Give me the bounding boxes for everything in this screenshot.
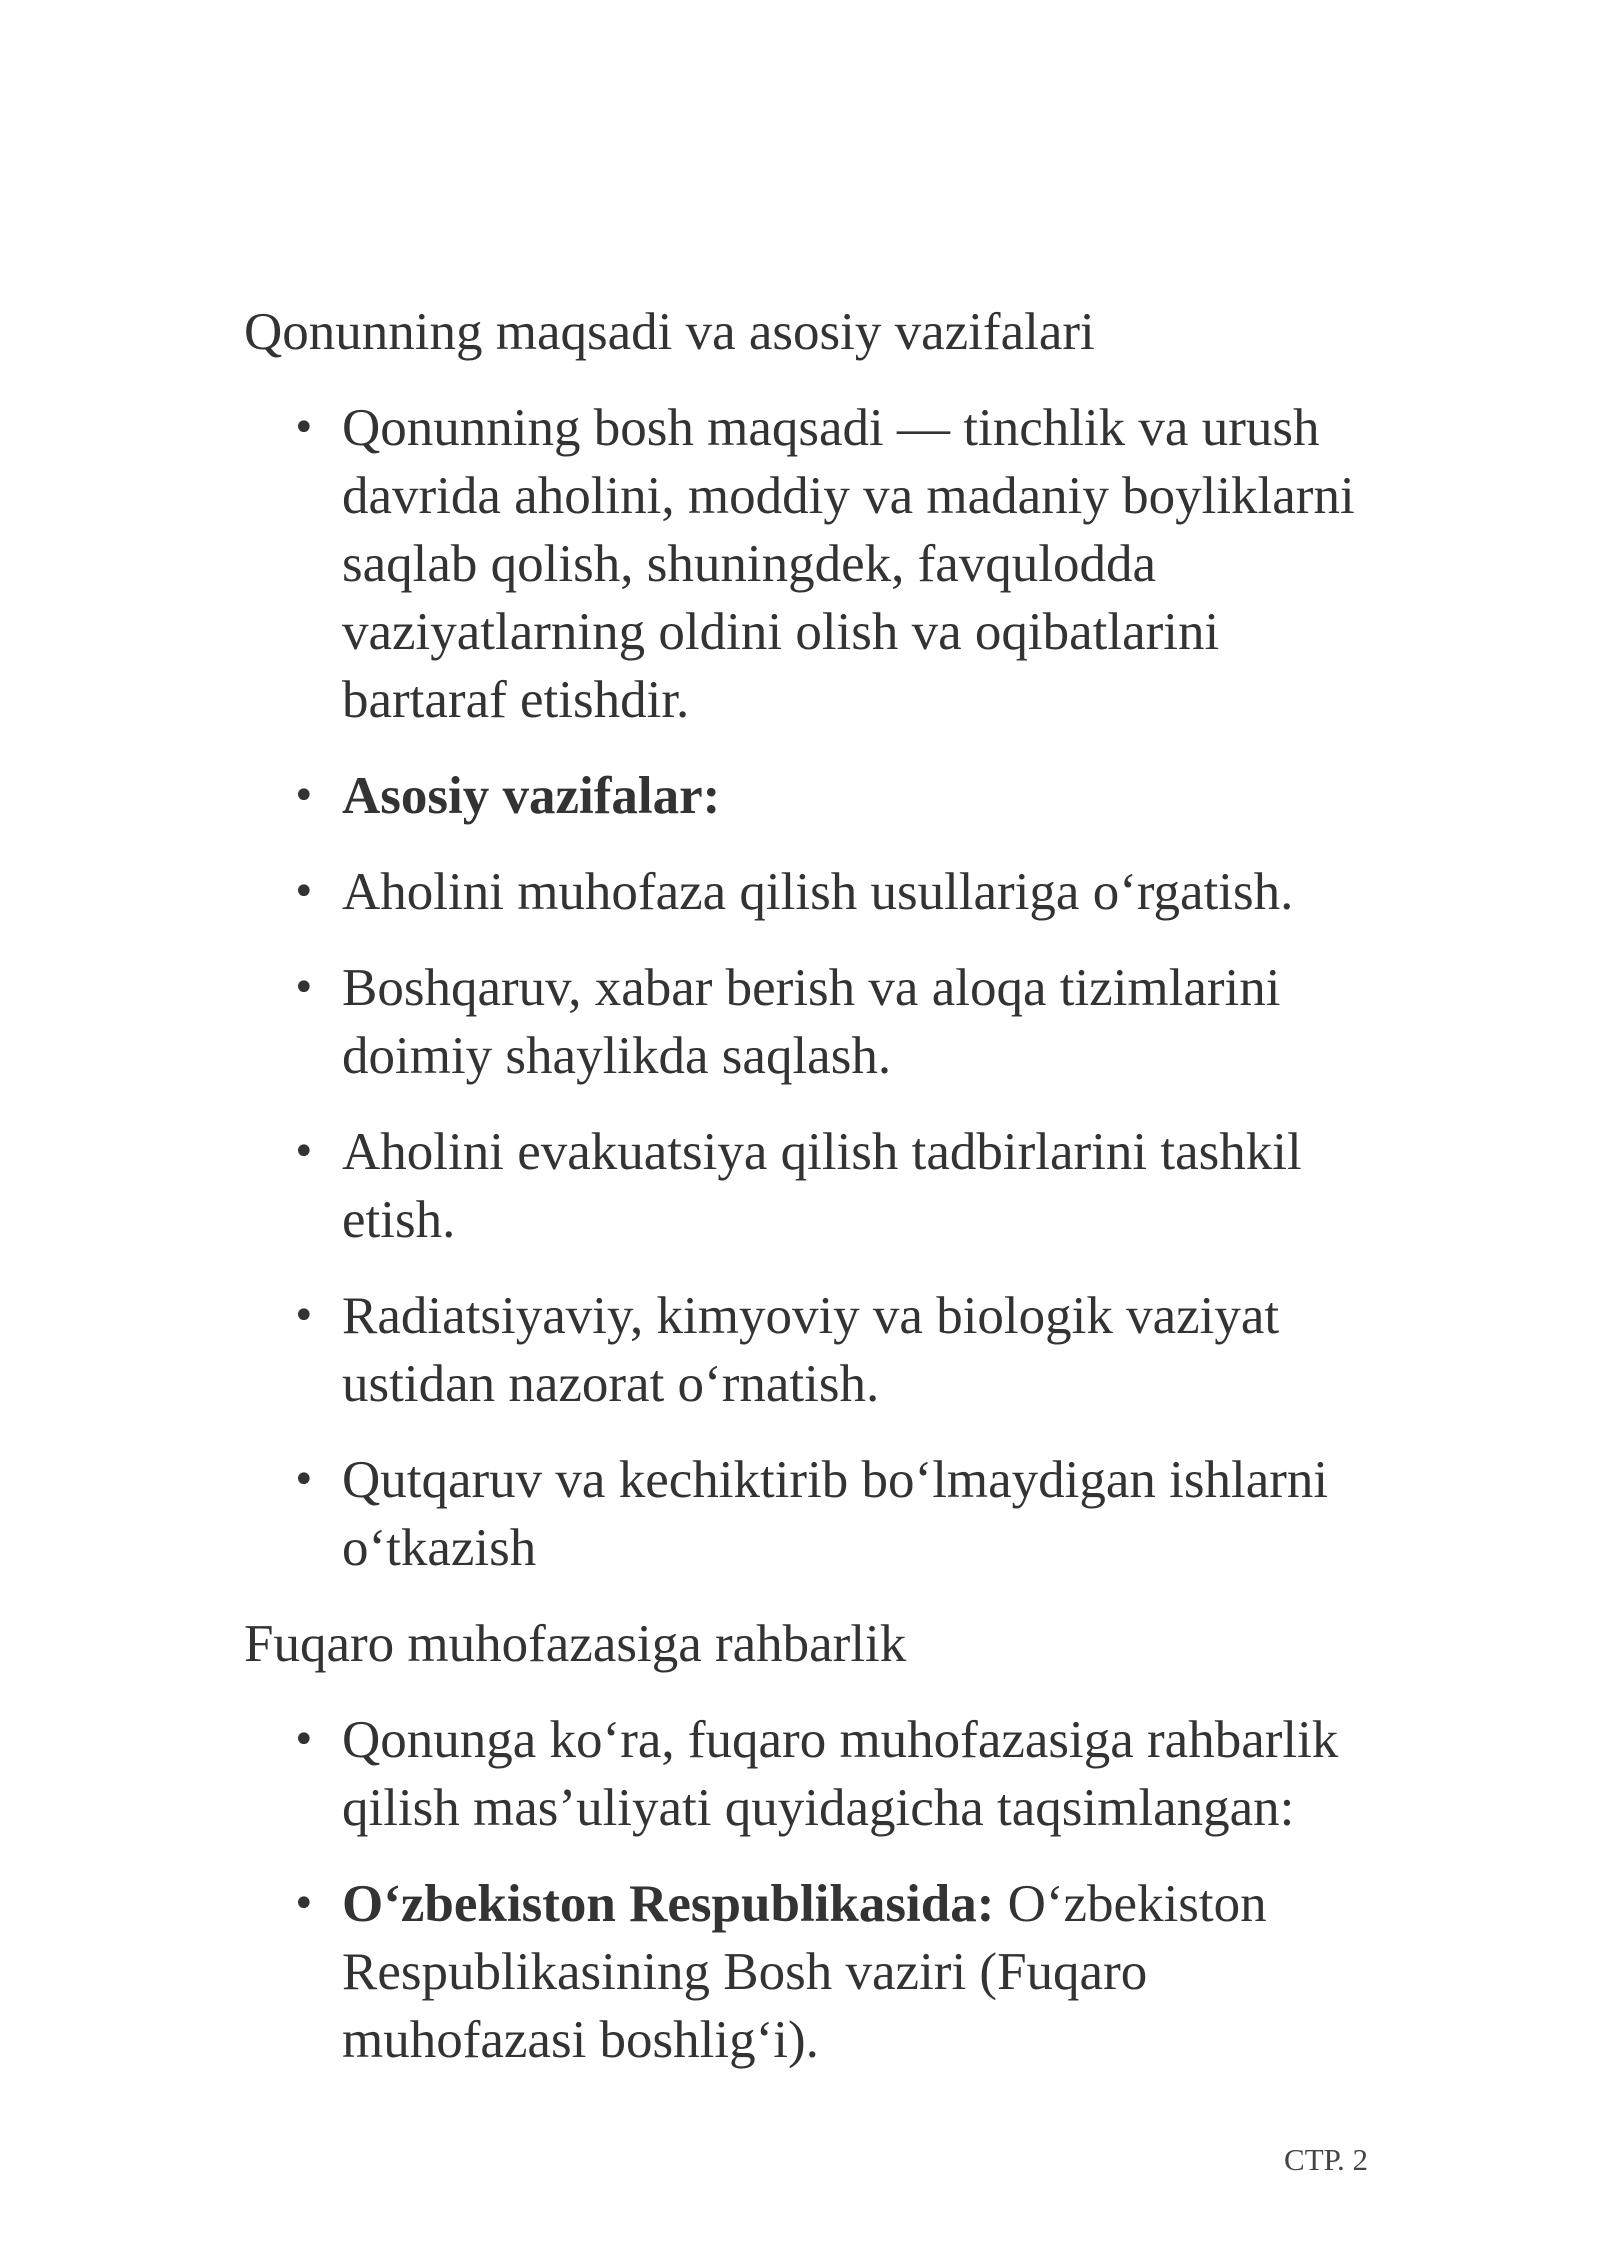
bullet-list	[244, 1706, 1384, 2074]
item-text: Boshqaruv, xabar berish va aloqa tizimlarini doimiy shaylikda saqlash.	[342, 959, 1281, 1085]
bullet-icon: •	[292, 965, 316, 1011]
item-bold-text: Asosiy vazifalar:	[342, 767, 721, 825]
item-text: Qutqaruv va kechiktirib bo‘lmaydigan ishlarni o‘tkazish	[342, 1451, 1329, 1577]
item-text: Aholini muhofaza qilish usullariga o‘rgatish.	[342, 863, 1294, 921]
item-text: Radiatsiyaviy, kimyoviy va biologik vaziyat ustidan nazorat o‘rnatish.	[342, 1287, 1280, 1413]
item-text: Qonunning bosh maqsadi — tinchlik va urush davrida aholini, moddiy va madaniy boyliklarni saqlab qolish, shuningdek, favqulodda vaziyatlarning oldini olish va oqibatlarini bartaraf etishdir.	[342, 399, 1355, 729]
list-item	[244, 394, 1384, 734]
bullet-icon: •	[292, 869, 316, 915]
item-text: O‘zbekiston Respublikasining Bosh vaziri (Fuqaro muhofazasi boshlig‘i).	[342, 1875, 1267, 2069]
section-leadership	[244, 1610, 1384, 2074]
bullet-icon: •	[292, 1293, 316, 1339]
bullet-icon: •	[292, 773, 316, 819]
bullet-icon: •	[292, 405, 316, 451]
section-heading: Qonunning maqsadi va asosiy vazifalari	[244, 303, 1095, 361]
list-item	[244, 1118, 1384, 1254]
page-content	[244, 298, 1384, 2102]
bullet-icon: •	[292, 1881, 316, 1927]
bullet-icon: •	[292, 1457, 316, 1503]
bullet-list	[244, 394, 1384, 1582]
list-item	[244, 954, 1384, 1090]
list-item	[244, 1446, 1384, 1582]
list-item	[244, 858, 1384, 926]
section-goals	[244, 298, 1384, 1582]
list-item	[244, 1870, 1384, 2074]
item-text: Aholini evakuatsiya qilish tadbirlarini tashkil etish.	[342, 1123, 1302, 1249]
bullet-icon: •	[292, 1129, 316, 1175]
section-heading: Fuqaro muhofazasiga rahbarlik	[244, 1615, 907, 1673]
list-item	[244, 1282, 1384, 1418]
list-item	[244, 1706, 1384, 1842]
bullet-icon: •	[292, 1717, 316, 1763]
page-number: СТР. 2	[1284, 2142, 1368, 2177]
list-item	[244, 762, 1384, 830]
item-text: Qonunga ko‘ra, fuqaro muhofazasiga rahbarlik qilish mas’uliyati quyidagicha taqsimlangan:	[342, 1711, 1339, 1837]
item-bold-text: O‘zbekiston Respublikasida:	[342, 1875, 995, 1933]
